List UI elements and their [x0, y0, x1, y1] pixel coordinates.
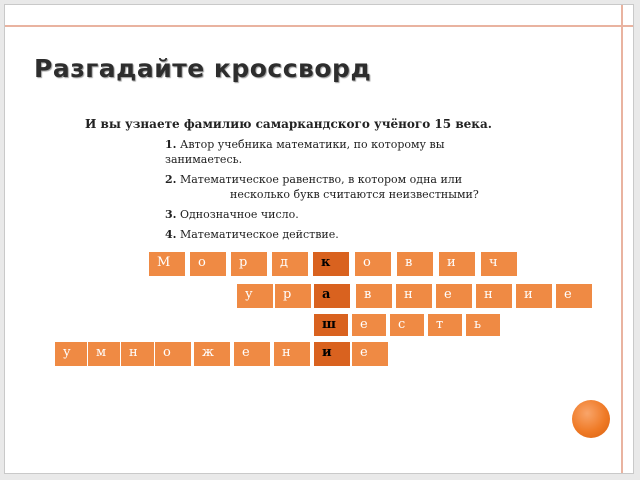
crossword-cell[interactable]: р — [230, 251, 268, 277]
clue-3 — [165, 207, 515, 222]
clue-list — [165, 137, 515, 247]
clue-text: Автор учебника математики, по которому вы занимаетесь. — [165, 138, 445, 166]
crossword-cell[interactable]: н — [120, 341, 158, 367]
crossword-cell[interactable]: е — [435, 283, 473, 309]
clue-4 — [165, 227, 515, 242]
clue-text: Математическое равенство, в котором одна или — [179, 173, 463, 186]
clue-number: 1. — [165, 138, 177, 151]
crossword-cell[interactable]: н — [475, 283, 513, 309]
crossword-cell[interactable]: и — [515, 283, 553, 309]
crossword-cell[interactable]: н — [273, 341, 311, 367]
crossword-cell[interactable]: о — [154, 341, 192, 367]
crossword-cell[interactable]: р — [274, 283, 312, 309]
clue-2 — [165, 172, 515, 202]
crossword-key-cell[interactable]: а — [313, 283, 351, 309]
crossword-cell[interactable]: о — [354, 251, 392, 277]
crossword-cell[interactable]: М — [148, 251, 186, 277]
crossword-cell[interactable]: у — [54, 341, 92, 367]
clue-text: Однозначное число. — [179, 208, 299, 221]
crossword-cell[interactable]: е — [233, 341, 271, 367]
crossword-cell[interactable]: у — [236, 283, 274, 309]
crossword-cell[interactable]: ь — [465, 313, 501, 337]
crossword-cell[interactable]: н — [395, 283, 433, 309]
crossword-cell[interactable]: е — [555, 283, 593, 309]
clue-number: 4. — [165, 228, 177, 241]
decorative-right-line — [621, 5, 623, 473]
crossword-cell[interactable]: ж — [193, 341, 231, 367]
crossword-cell[interactable]: е — [351, 313, 387, 337]
decorative-top-line — [5, 25, 633, 27]
crossword-cell[interactable]: е — [351, 341, 389, 367]
crossword-cell[interactable]: в — [396, 251, 434, 277]
crossword-cell[interactable]: о — [189, 251, 227, 277]
crossword-key-cell[interactable]: ш — [313, 313, 349, 337]
clue-number: 3. — [165, 208, 177, 221]
crossword-cell[interactable]: в — [355, 283, 393, 309]
crossword-cell[interactable]: т — [427, 313, 463, 337]
slide-title: Разгадайте кроссворд — [34, 54, 372, 83]
crossword-cell[interactable]: и — [438, 251, 476, 277]
slide-subtitle: И вы узнаете фамилию самаркандского учёного 15 века. — [85, 117, 492, 131]
clue-number: 2. — [165, 173, 177, 186]
decorative-orb-icon — [572, 400, 610, 438]
crossword-cell[interactable]: м — [87, 341, 125, 367]
crossword-cell[interactable]: д — [271, 251, 309, 277]
crossword-key-cell[interactable]: к — [312, 251, 350, 277]
crossword-key-cell[interactable]: и — [313, 341, 351, 367]
clue-text-continued: несколько букв считаются неизвестными? — [230, 188, 479, 201]
crossword-cell[interactable]: с — [389, 313, 425, 337]
clue-1 — [165, 137, 515, 167]
clue-text: Математическое действие. — [179, 228, 339, 241]
crossword-cell[interactable]: ч — [480, 251, 518, 277]
